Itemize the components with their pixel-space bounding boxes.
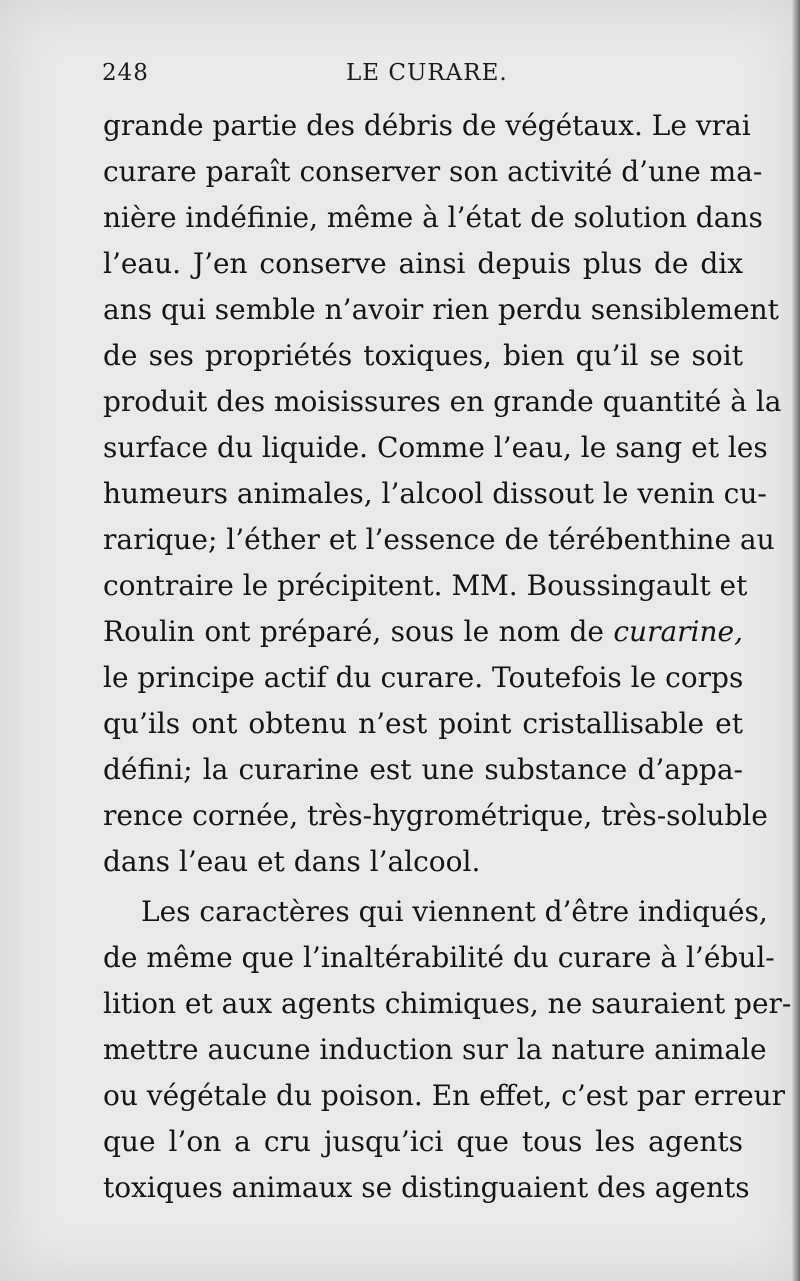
text-line: grande partie des débris de végétaux. Le vrai xyxy=(103,109,751,142)
text-line-with-italic xyxy=(103,609,743,655)
text-line: mettre aucune induction sur la nature animale xyxy=(103,1033,767,1066)
running-head: LE CURARE. xyxy=(346,60,508,86)
body-text xyxy=(103,103,792,1211)
text-line: contraire le précipitent. MM. Boussingault et xyxy=(103,569,748,602)
text-line: ou végétale du poison. En effet, c’est par erreur xyxy=(103,1079,786,1112)
text-line: surface du liquide. Comme l’eau, le sang et les xyxy=(103,431,768,464)
paragraph-1 xyxy=(103,103,782,885)
text-line: qu’ils ont obtenu n’est point cristallisable et xyxy=(103,707,743,740)
text-line: rence cornée, très-hygrométrique, très-soluble xyxy=(103,799,768,832)
text-line: dans l’eau et dans l’alcool. xyxy=(103,845,481,878)
text-line: humeurs animales, l’alcool dissout le venin cu- xyxy=(103,477,767,510)
text-line: produit des moisissures en grande quantité à la xyxy=(103,385,782,418)
text-line: nière indéfinie, même à l’état de solution dans xyxy=(103,201,763,234)
text-line: rarique; l’éther et l’essence de térébenthine au xyxy=(103,523,775,556)
text-line: de même que l’inaltérabilité du curare à l’ébul- xyxy=(103,941,775,974)
text-line: curare paraît conserver son activité d’une ma- xyxy=(103,155,763,188)
text-line: de ses propriétés toxiques, bien qu’il se soit xyxy=(103,339,743,372)
text-line: le principe actif du curare. Toutefois le corps xyxy=(103,661,744,694)
text-line: ans qui semble n’avoir rien perdu sensiblement xyxy=(103,293,779,326)
page-number: 248 xyxy=(102,60,149,86)
text-segment: Roulin ont préparé, sous le nom de xyxy=(103,615,614,648)
text-line: que l’on a cru jusqu’ici que tous les agents xyxy=(103,1125,743,1158)
paragraph-2 xyxy=(103,889,792,1211)
page-header xyxy=(102,60,742,94)
text-line: lition et aux agents chimiques, ne sauraient per- xyxy=(103,987,792,1020)
text-line: toxiques animaux se distinguaient des agents xyxy=(103,1171,750,1204)
text-line: l’eau. J’en conserve ainsi depuis plus de dix xyxy=(103,247,743,280)
page-edge-shadow xyxy=(792,0,800,1281)
text-line: Les caractères qui viennent d’être indiqués, xyxy=(141,895,768,928)
italic-term: curarine, xyxy=(613,615,743,648)
text-line: défini; la curarine est une substance d’appa- xyxy=(103,753,743,786)
